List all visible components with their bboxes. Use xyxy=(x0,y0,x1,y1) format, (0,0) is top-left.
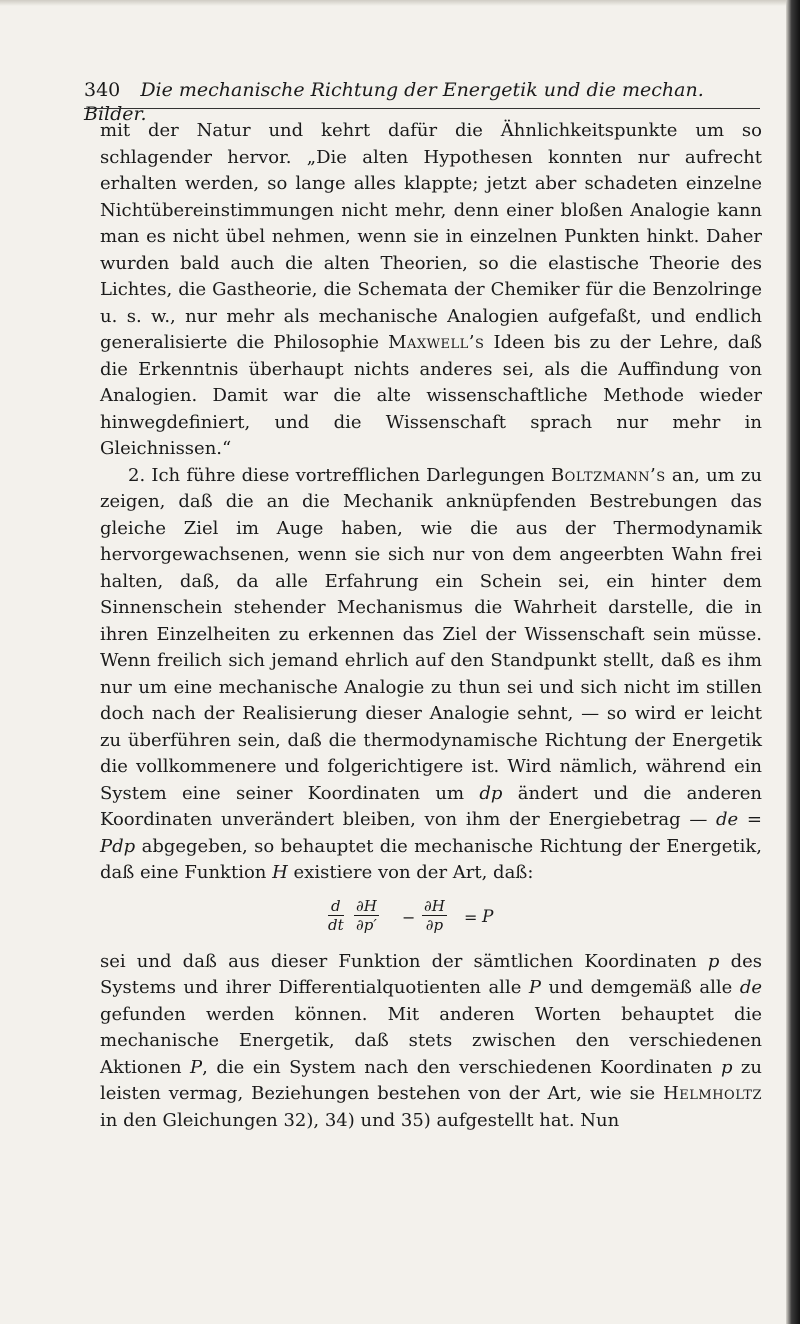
text-run: gefunden werden können. Mit anderen Worten behauptet die mechanische Energetik, daß stets zwischen den verschiedenen Aktionen xyxy=(100,1003,762,1078)
equals-sign: = xyxy=(464,907,478,927)
text-run: sei und daß aus dieser Funktion der sämtlichen Koordinaten xyxy=(100,950,708,972)
text-run: in den Gleichungen 32), 34) und 35) aufgestellt hat. Nun xyxy=(100,1109,620,1131)
text-run: und demgemäß alle xyxy=(540,977,740,998)
math-H: H xyxy=(272,862,288,883)
header-rule xyxy=(84,108,760,109)
frac-denominator: ∂p′ xyxy=(356,915,377,934)
fraction-dH-dp-prime xyxy=(354,897,379,934)
name-helmholtz: Helmholtz xyxy=(663,1083,762,1104)
math-P: P xyxy=(528,977,541,998)
frac-numerator: ∂H xyxy=(356,896,377,915)
text-run: mit der Natur und kehrt dafür die Ähnlichkeitspunkte um so schlagender hervor. „Die alten Hypothesen konnten nur aufrecht erhalten werden, so lange alles klappte; jetzt aber schadeten einzelne Nichtübereinstimmungen nicht mehr, denn einer bloßen Analogie kann man es nicht übel nehmen, wenn sie in einzelnen Punkten hinkt. Daher wurden bald auch die alten Theorien, so die elastische Theorie des Lichtes, die Gastheorie, die Schemata der Chemiker für die Benzolringe u. s. w., nur mehr als mechanische Analogien aufgefaßt, und endlich generalisierte die Philosophie xyxy=(100,120,762,353)
page-top-shadow xyxy=(0,0,800,6)
name-boltzmann: Boltzmann’s xyxy=(550,464,666,486)
page-edge-shadow xyxy=(786,0,800,1324)
math-p: p xyxy=(720,1056,733,1078)
frac-numerator: d xyxy=(328,897,344,916)
text-run: ändert und die anderen Koordinaten unverändert bleiben, von ihm der Energiebetrag xyxy=(100,782,763,830)
frac-numerator: ∂H xyxy=(424,896,445,915)
name-maxwell: Maxwell’s xyxy=(388,332,485,353)
math-dp: dp xyxy=(479,782,503,804)
text-run: Ideen bis zu der Lehre, daß die Erkenntnis überhaupt nichts anderes sei, als die Auffindung von Analogien. Damit war die alte wissenschaftliche Methode wieder hinwegdefiniert, und die Wissenschaft sprach nur mehr in Gleichnissen.“ xyxy=(100,332,763,459)
text-run: 2. Ich führe diese vortrefflichen Darlegungen xyxy=(128,464,551,486)
page-body xyxy=(100,118,762,1134)
frac-denominator: dt xyxy=(328,915,344,934)
text-run: abgegeben, so behauptet die mechanische Richtung der Energetik, daß eine Funktion xyxy=(100,835,762,883)
fraction-d-dt xyxy=(328,897,344,934)
fraction-dH-dp xyxy=(422,897,447,934)
minus-sign: − xyxy=(402,907,416,927)
paragraph-3 xyxy=(100,949,762,1135)
text-run: des Systems und ihrer Differentialquotienten alle xyxy=(100,950,762,998)
paragraph-2 xyxy=(100,463,762,887)
rhs-P: P xyxy=(482,906,494,927)
text-run: existiere von der Art, daß: xyxy=(287,862,534,883)
equation xyxy=(100,891,762,947)
math-p: p xyxy=(707,950,720,972)
text-run: an, um zu zeigen, daß die an die Mechanik anknüpfenden Bestrebungen das gleiche Ziel im Auge haben, wie die aus der Thermodynamik hervorgewachsenen, wenn sie sich nur von dem angeerbten Wahn frei halten, daß, da alle Erfahrung ein Schein sei, ein hinter dem Sinnenschein stehender Mechanismus die Wahrheit darstelle, die in ihren Einzelheiten zu erkennen das Ziel der Wissenschaft sein müsse. Wenn freilich sich jemand ehrlich auf den Standpunkt stellt, daß es ihm nur um eine mechanische Analogie zu thun sei und sich nicht im stillen doch nach der Realisierung dieser Analogie sehnt, — so wird er leicht zu überführen sein, daß die thermodynamische Richtung der Energetik die vollkommenere und folgerichtigere ist. Wird nämlich, während ein System eine seiner Koordinaten um xyxy=(100,464,763,804)
math-P: P xyxy=(190,1056,203,1078)
math-de: de xyxy=(739,977,763,998)
paragraph-1 xyxy=(100,118,762,463)
text-run: zu leisten vermag, Beziehungen bestehen von der Art, wie sie xyxy=(100,1056,762,1104)
page-number: 340 xyxy=(84,79,121,101)
math-energy: — de = Pdp xyxy=(100,809,762,857)
text-run: , die ein System nach den verschiedenen Koordinaten xyxy=(202,1056,721,1078)
frac-denominator: ∂p xyxy=(425,915,444,934)
running-title: Die mechanische Richtung der Energetik und die mechan. Bilder. xyxy=(84,79,704,125)
